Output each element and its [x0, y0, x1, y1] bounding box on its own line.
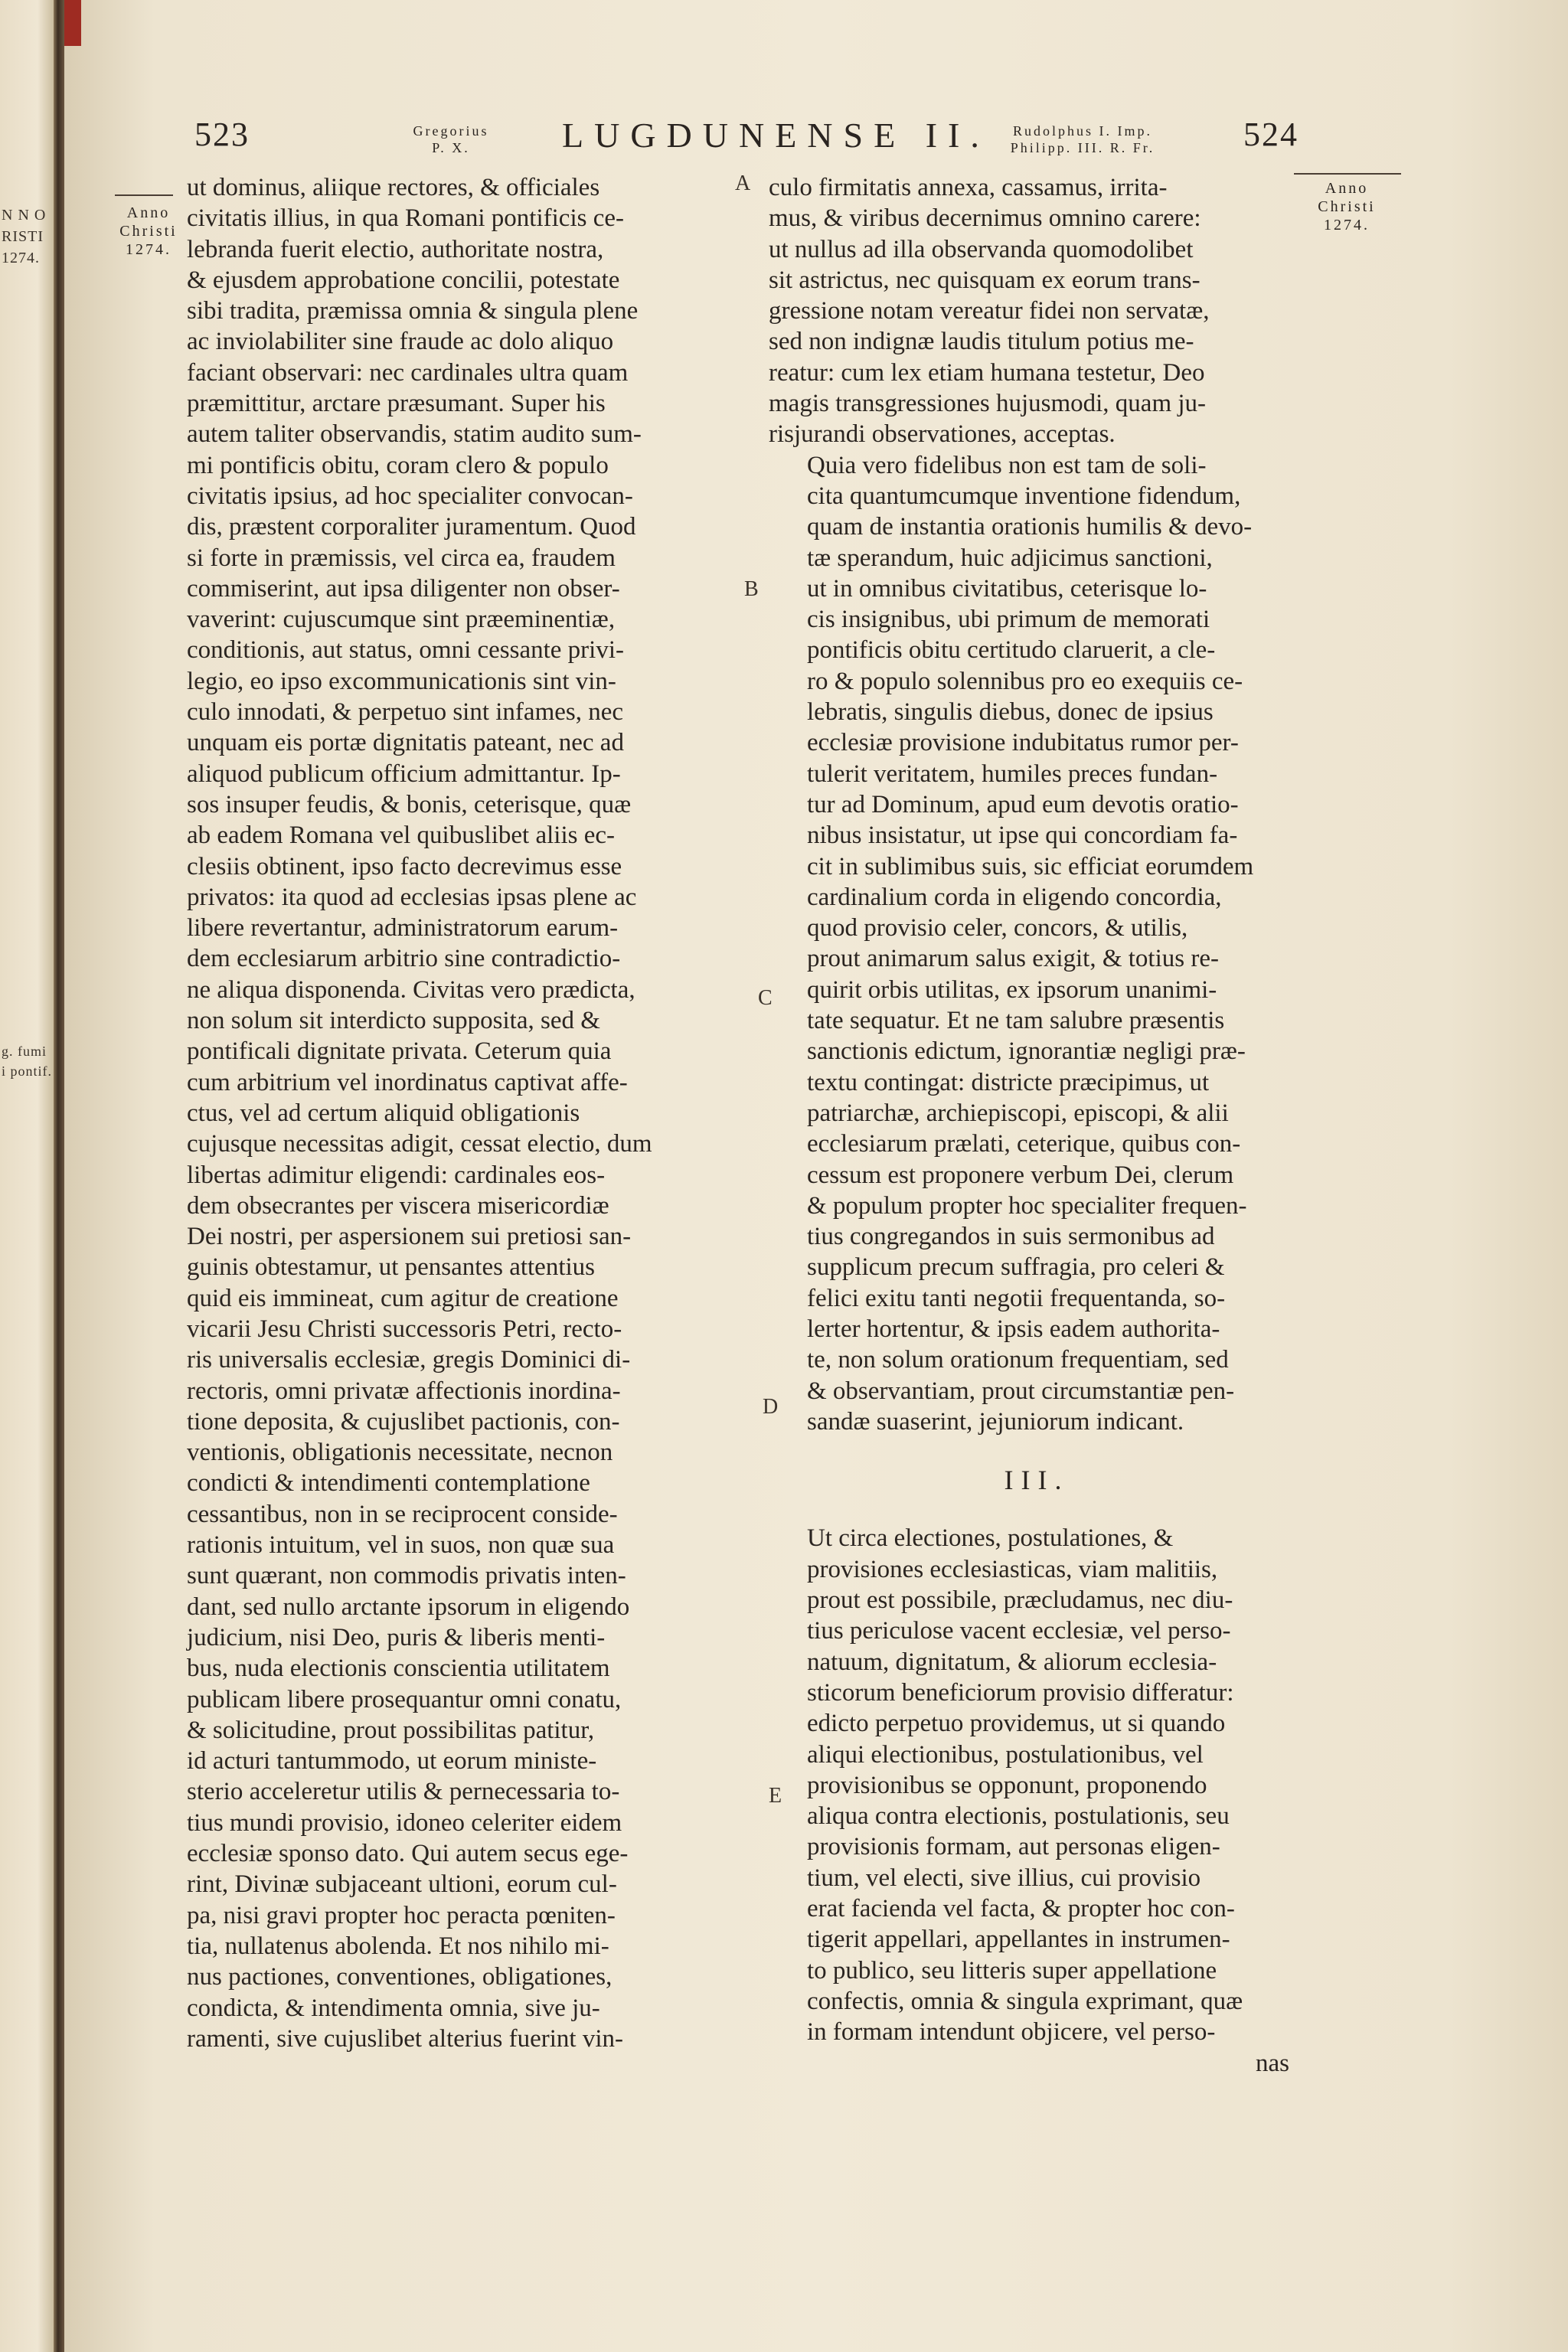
text-line: Dei nostri, per aspersionem sui pretiosi san- — [187, 1223, 632, 1251]
text-line: provisiones ecclesiasticas, viam malitiis, — [807, 1555, 1218, 1583]
text-line: ecclesiarum prælati, ceterique, quibus con- — [807, 1130, 1241, 1158]
text-line: sandæ suaserint, jejuniorum indicant. — [807, 1407, 1184, 1436]
text-line: dem obsecrantes per viscera misericordiæ — [187, 1191, 609, 1220]
text-line: sanctionis edictum, ignorantiæ negligi præ- — [807, 1037, 1246, 1066]
text-line: tione deposita, & cujuslibet pactionis, con- — [187, 1407, 620, 1436]
text-line: publicam libere prosequantur omni conatu, — [187, 1685, 622, 1713]
right-page-number: 524 — [1243, 116, 1298, 153]
text-line: tæ sperandum, huic adjicimus sanctioni, — [807, 544, 1213, 572]
text-line: patriarchæ, archiepiscopi, episcopi, & alii — [807, 1099, 1229, 1127]
margin-fragment: g. fumi — [2, 1044, 47, 1059]
text-line: tur ad Dominum, apud eum devotis oratio- — [807, 790, 1239, 818]
margin-note-right — [1289, 179, 1404, 234]
text-line: legio, eo ipso excommunicationis sint vin- — [187, 667, 616, 695]
text-line: condicti & intendimenti contemplatione — [187, 1469, 590, 1498]
text-line: aliquod publicum officium admittantur. Ip- — [187, 760, 621, 788]
text-line: gressione notam vereatur fidei non servatæ, — [769, 297, 1210, 325]
text-line: dem ecclesiarum arbitrio sine contradictio- — [187, 945, 621, 973]
text-line: ecclesiæ provisione indubitatus rumor per- — [807, 729, 1239, 757]
text-line: & observantiam, prout circumstantiæ pen- — [807, 1377, 1235, 1405]
text-line: nibus insistatur, ut ipse qui concordiam fa- — [807, 822, 1238, 850]
text-line: sos insuper feudis, & bonis, ceterisque, quæ — [187, 790, 632, 818]
text-line: Ut circa electiones, postulationes, & — [807, 1524, 1174, 1553]
text-line: præmittitur, arctare præsumant. Super his — [187, 390, 606, 418]
text-line: rationis intuitum, vel in suos, non quæ sua — [187, 1531, 615, 1560]
text-line: id acturi tantummodo, ut eorum ministe- — [187, 1747, 597, 1775]
text-line: sit astrictus, nec quisquam ex eorum trans- — [769, 266, 1200, 294]
text-line: rint, Divinæ subjaceant ultioni, eorum cul- — [187, 1870, 617, 1899]
text-line: to publico, seu litteris super appellatione — [807, 1956, 1217, 1984]
text-line: cessantibus, non in se reciprocent conside- — [187, 1500, 618, 1528]
text-line: civitatis illius, in qua Romani pontificis ce- — [187, 204, 624, 233]
text-line: lerter hortentur, & ipsis eadem authorita- — [807, 1315, 1220, 1343]
text-line: provisionibus se opponunt, proponendo — [807, 1771, 1207, 1799]
text-line: natuum, dignitatum, & aliorum ecclesia- — [807, 1648, 1217, 1676]
text-line: ut dominus, aliique rectores, & officiales — [187, 174, 600, 201]
margin-note-line: 1274. — [126, 241, 172, 258]
paragraph — [769, 450, 1305, 1438]
text-line: mus, & viribus decernimus omnino carere: — [769, 204, 1201, 233]
margin-fragment: N N O — [2, 207, 47, 224]
text-line: edicto perpetuo providemus, ut si quando — [807, 1710, 1226, 1738]
text-line: tate sequatur. Et ne tam salubre præsentis — [807, 1007, 1225, 1035]
text-line: magis transgressiones hujusmodi, quam ju- — [769, 390, 1207, 418]
text-line: lebranda fuerit electio, authoritate nostra, — [187, 235, 604, 263]
text-line: supplicum precum suffragia, pro celeri & — [807, 1253, 1225, 1282]
section-marker-b: B — [744, 577, 759, 601]
text-line: cis insignibus, ubi primum de memorati — [807, 606, 1210, 634]
margin-note-line: Christi — [1318, 198, 1376, 215]
text-line: tigerit appellari, appellantes in instrumen- — [807, 1926, 1230, 1954]
right-text-column — [769, 172, 1305, 2079]
text-line: pa, nisi gravi propter hoc peracta pœniten- — [187, 1901, 616, 1929]
text-line: judicium, nisi Deo, puris & liberis menti- — [187, 1623, 606, 1651]
text-line: tium, vel electi, sive illius, cui provisio — [807, 1864, 1201, 1892]
text-line: vaverint: cujuscumque sint præeminentiæ, — [187, 606, 616, 634]
text-line: ut in omnibus civitatibus, ceterisque lo- — [807, 574, 1207, 603]
page-edge-stain — [64, 0, 81, 46]
text-line: dant, sed nullo arctante ipsorum in eligendo — [187, 1592, 630, 1621]
text-line: libere revertantur, administratorum earum- — [187, 914, 619, 942]
text-line: lebratis, singulis diebus, donec de ipsius — [807, 698, 1214, 727]
text-line: tia, nullatenus abolenda. Et nos nihilo mi- — [187, 1932, 609, 1960]
text-line: textu contingat: districte præcipimus, ut — [807, 1068, 1210, 1096]
left-page-number: 523 — [194, 116, 250, 153]
text-line: bus, nuda electionis conscientia utilitatem — [187, 1655, 610, 1683]
margin-fragment: RISTI — [2, 228, 44, 245]
text-line: cujusque necessitas adigit, cessat electio, dum — [187, 1130, 652, 1158]
text-line: sticorum beneficiorum provisio differatur: — [807, 1678, 1234, 1707]
running-head-line: Gregorius — [413, 123, 489, 139]
left-text-column — [187, 172, 723, 2054]
text-line: libertas adimitur eligendi: cardinales eos- — [187, 1161, 606, 1189]
text-line: te, non solum orationum frequentiam, sed — [807, 1346, 1229, 1374]
text-line: in formam intendunt objicere, vel perso- — [807, 2018, 1216, 2047]
running-head-line: Rudolphus I. Imp. — [1012, 123, 1152, 139]
text-line: risjurandi observationes, acceptas. — [769, 420, 1116, 449]
text-line: dis, præstent corporaliter juramentum. Quod — [187, 513, 636, 541]
text-line: tius congregandos in suis sermonibus ad — [807, 1223, 1215, 1251]
text-line: ac inviolabiliter sine fraude ac dolo aliquo — [187, 328, 614, 356]
text-line: clesiis obtinent, ipso facto decrevimus esse — [187, 852, 622, 880]
text-line: sunt quærant, non commodis privatis inten- — [187, 1562, 626, 1590]
text-line: ut nullus ad illa observanda quomodolibet — [769, 235, 1194, 263]
text-line: provisionis formam, aut personas eligen- — [807, 1833, 1220, 1861]
text-line: commiserint, aut ipsa diligenter non obser- — [187, 574, 620, 603]
section-heading: III. — [1004, 1465, 1070, 1496]
margin-note-line: Anno — [1325, 180, 1369, 197]
text-line: ventionis, obligationis necessitate, necnon — [187, 1439, 613, 1467]
text-line: & solicitudine, prout possibilitas patitur, — [187, 1716, 595, 1744]
text-line: si forte in præmissis, vel circa ea, fraudem — [187, 544, 616, 572]
text-line: nus pactiones, conventiones, obligationes, — [187, 1963, 612, 1991]
text-line: & populum propter hoc specialiter frequen- — [807, 1191, 1247, 1220]
text-line: ab eadem Romana vel quibuslibet aliis ec- — [187, 822, 615, 850]
book-spine — [54, 0, 64, 2352]
margin-note-line: Christi — [119, 223, 178, 240]
text-line: reatur: cum lex etiam humana testetur, Deo — [769, 358, 1205, 387]
text-line: civitatis ipsius, ad hoc specialiter convocan- — [187, 482, 633, 510]
text-line: ramenti, sive cujuslibet alterius fuerint vin- — [187, 2024, 624, 2053]
text-line: cum arbitrium vel inordinatus captivat affe- — [187, 1068, 628, 1096]
text-line: mi pontificis obitu, coram clero & populo — [187, 451, 609, 479]
text-line: cardinalium corda in eligendo concordia, — [807, 883, 1222, 911]
text-line: condicta, & intendimenta omnia, sive ju- — [187, 1994, 600, 2022]
text-line: autem taliter observandis, statim audito sum- — [187, 420, 642, 449]
text-line: vicarii Jesu Christi successoris Petri, recto- — [187, 1315, 622, 1343]
text-line: ris universalis ecclesiæ, gregis Dominici di- — [187, 1346, 631, 1374]
text-line: tius mundi provisio, idoneo celeriter eidem — [187, 1808, 622, 1837]
book-page — [64, 0, 1568, 2352]
section-marker-c: C — [758, 986, 773, 1010]
paragraph — [769, 1523, 1305, 2047]
text-line: unquam eis portæ dignitatis pateant, nec ad — [187, 729, 624, 757]
running-head-line: Philipp. III. R. Fr. — [1010, 140, 1155, 155]
text-line: sed non indignæ laudis titulum potius me- — [769, 328, 1194, 356]
margin-note-left — [95, 204, 202, 259]
section-marker-d: D — [763, 1395, 779, 1419]
margin-fragment: i pontif. — [2, 1063, 52, 1079]
text-line: faciant observari: nec cardinales ultra quam — [187, 358, 629, 387]
text-line: non solum sit interdicto supposita, sed & — [187, 1007, 600, 1035]
text-line: tius periculose vacent ecclesiæ, vel perso- — [807, 1617, 1231, 1645]
text-line: erat facienda vel facta, & propter hoc con- — [807, 1895, 1235, 1923]
text-line: quid eis immineat, cum agitur de creatione — [187, 1284, 619, 1312]
text-line: prout est possibile, præcludamus, nec diu- — [807, 1586, 1233, 1615]
text-line: conditionis, aut status, omni cessante privi- — [187, 636, 624, 665]
text-line: confectis, omnia & singula exprimant, quæ — [807, 1987, 1243, 2015]
text-line: pontificali dignitate privata. Ceterum quia — [187, 1037, 612, 1066]
text-line: Quia vero fidelibus non est tam de soli- — [807, 451, 1207, 479]
text-line: sterio acceleretur utilis & pernecessaria to- — [187, 1778, 620, 1806]
margin-rule — [115, 194, 173, 196]
text-line: ro & populo solennibus pro eo exequiis ce- — [807, 667, 1243, 695]
text-line: pontificis obitu certitudo claruerit, a cle- — [807, 636, 1216, 665]
right-running-head — [968, 122, 1197, 176]
text-line: cessum est proponere verbum Dei, clerum — [807, 1161, 1234, 1189]
text-line: ecclesiæ sponso dato. Qui autem secus ege- — [187, 1840, 629, 1868]
text-line: ne aliqua disponenda. Civitas vero prædicta, — [187, 975, 635, 1004]
section-marker-e: E — [769, 1784, 782, 1808]
text-line: privatos: ita quod ad ecclesias ipsas plene ac — [187, 883, 637, 911]
text-line: quod provisio celer, concors, & utilis, — [807, 914, 1188, 942]
left-running-head — [363, 122, 539, 176]
text-line: aliqui electionibus, postulationibus, vel — [807, 1740, 1204, 1769]
section-marker-a: A — [735, 172, 751, 195]
text-line: ctus, vel ad certum aliquid obligationis — [187, 1099, 580, 1127]
margin-fragment: 1274. — [2, 250, 40, 266]
text-line: & ejusdem approbatione concilii, potestate — [187, 266, 620, 294]
text-line: quam de instantia orationis humilis & devo- — [807, 513, 1253, 541]
text-line: cita quantumcumque inventione fidendum, — [807, 482, 1241, 510]
text-line: culo innodati, & perpetuo sint infames, nec — [187, 698, 624, 727]
text-line: quirit orbis utilitas, ex ipsorum unanimi- — [807, 975, 1217, 1004]
text-line: cit in sublimibus suis, sic efficiat eorumdem — [807, 852, 1254, 880]
margin-rule — [1294, 173, 1401, 175]
margin-note-line: 1274. — [1324, 217, 1370, 234]
previous-page-edge — [0, 0, 54, 2352]
page-title: LUGDUNENSE II. — [562, 116, 990, 155]
text-line: prout animarum salus exigit, & totius re- — [807, 945, 1219, 973]
text-line: rectoris, omni privatæ affectionis inordina- — [187, 1377, 621, 1405]
text-line: sibi tradita, præmissa omnia & singula plene — [187, 297, 639, 325]
text-line: felici exitu tanti negotii frequentanda, so- — [807, 1284, 1226, 1312]
text-line: guinis obtestamur, ut pensantes attentius — [187, 1253, 596, 1282]
paragraph — [769, 172, 1305, 450]
margin-note-line: Anno — [126, 204, 171, 221]
text-line: aliqua contra electionis, postulationis, seu — [807, 1802, 1230, 1831]
running-head-line: P. X. — [432, 140, 470, 155]
catchword: nas — [1256, 2049, 1289, 2077]
text-line: culo firmitatis annexa, cassamus, irrita- — [769, 174, 1168, 201]
text-line: tulerit veritatem, humiles preces fundan- — [807, 760, 1218, 788]
